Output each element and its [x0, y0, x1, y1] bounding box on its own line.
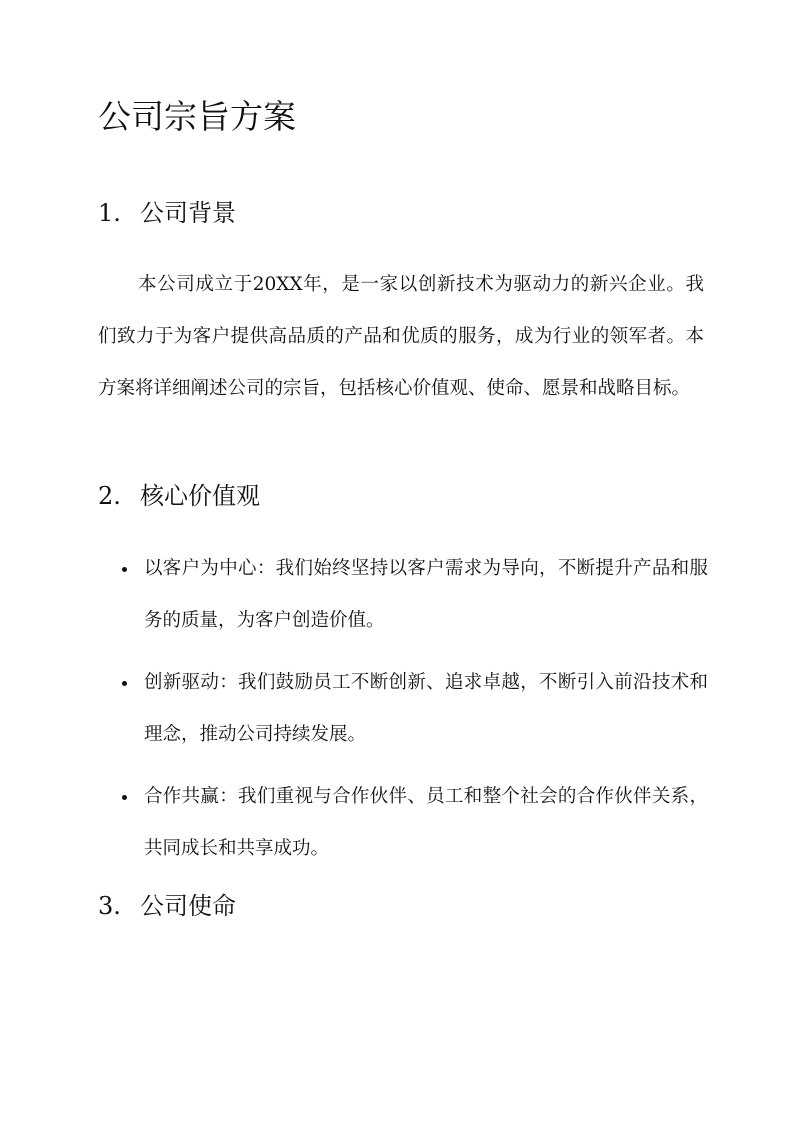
section-heading-core-values: [98, 478, 260, 514]
core-values-list: [98, 543, 708, 885]
list-item: [98, 543, 708, 647]
section-heading-mission: [98, 888, 236, 924]
list-item-text: 合作共赢：我们重视与合作伙伴、员工和整个社会的合作伙伴关系，共同成长和共享成功。: [144, 786, 708, 859]
bullet-icon: [122, 567, 127, 572]
section-number: 2.: [98, 482, 121, 510]
list-item: [98, 657, 708, 761]
list-item: [98, 771, 708, 875]
section-title: 公司背景: [140, 199, 236, 227]
bullet-icon: [122, 681, 127, 686]
document-title: 公司宗旨方案: [98, 97, 296, 136]
section-heading-background: [98, 195, 236, 231]
section-number: 3.: [98, 892, 121, 920]
list-item-text: 以客户为中心：我们始终坚持以客户需求为导向，不断提升产品和服务的质量，为客户创造价值。: [144, 558, 708, 631]
section-title: 公司使命: [140, 892, 236, 920]
section-title: 核心价值观: [140, 482, 260, 510]
bullet-icon: [122, 795, 127, 800]
list-item-text: 创新驱动：我们鼓励员工不断创新、追求卓越，不断引入前沿技术和理念，推动公司持续发展。: [144, 672, 708, 745]
section-number: 1.: [98, 199, 121, 227]
background-paragraph: 本公司成立于20XX年，是一家以创新技术为驱动力的新兴企业。我们致力于为客户提供高品质的产品和优质的服务，成为行业的领军者。本方案将详细阐述公司的宗旨，包括核心价值观、使命、愿景和战略目标。: [98, 274, 704, 399]
